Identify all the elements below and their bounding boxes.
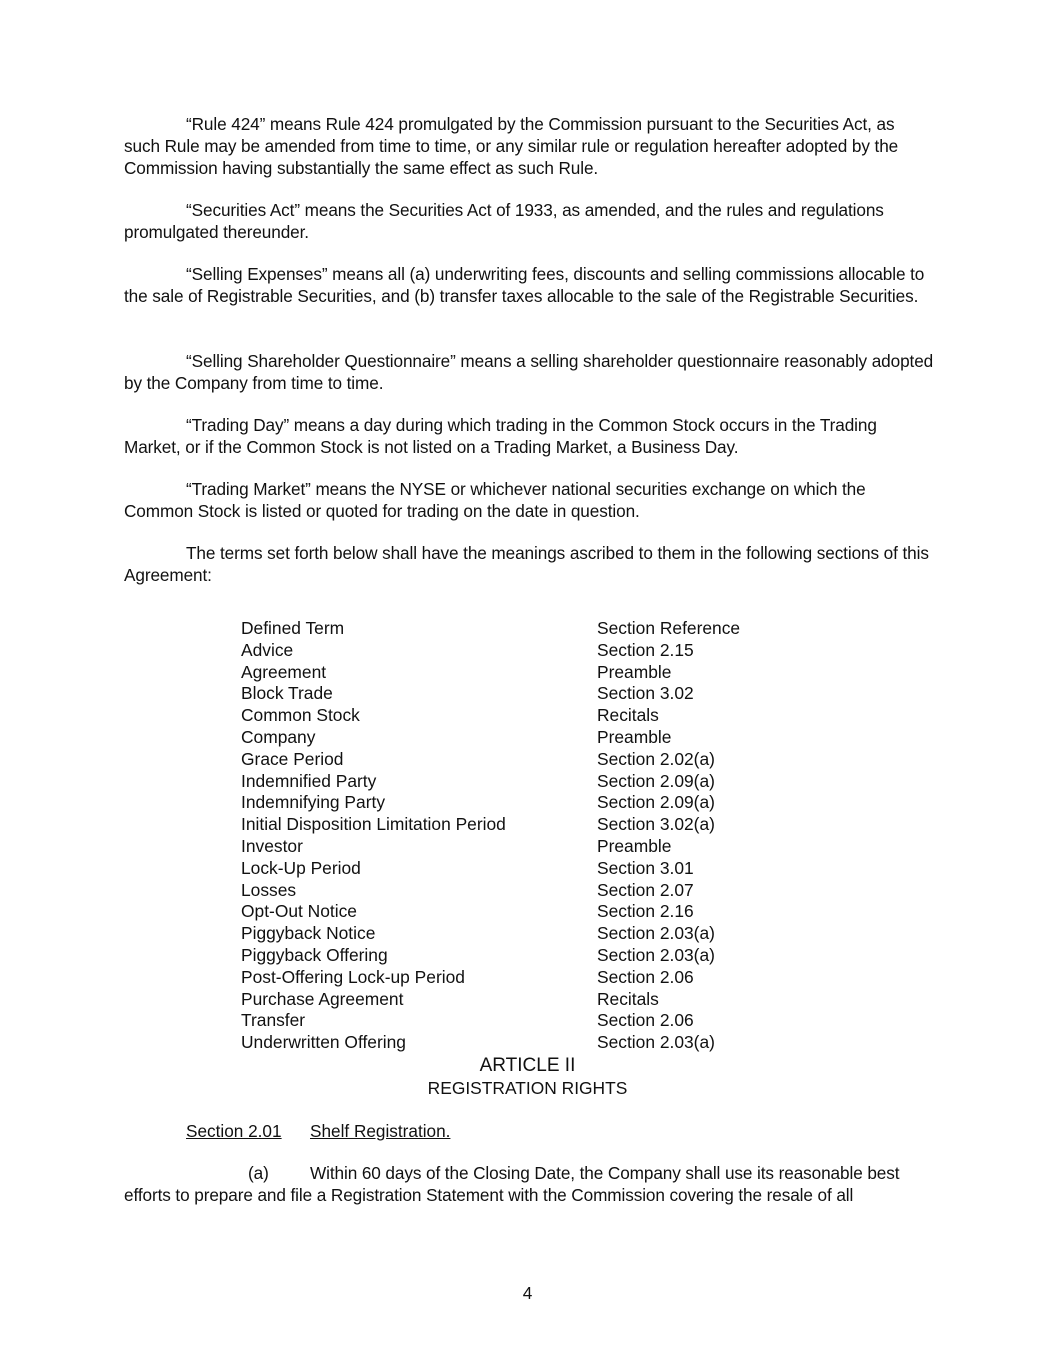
table-row [241,923,797,945]
subsection-text: Within 60 days of the Closing Date, the Company shall use its reasonable best efforts to prepare and file a Registration Statement with the Commission covering the resale of all [124,1163,900,1205]
table-row [241,1032,797,1054]
term-cell: Grace Period [241,748,344,769]
section-heading [186,1120,450,1142]
reference-cell: Section 2.09(a) [597,792,715,813]
reference-cell: Section 2.03(a) [597,1032,715,1053]
term-cell: Block Trade [241,683,333,704]
term-cell: Indemnified Party [241,770,377,791]
reference-cell: Section 2.15 [597,639,694,660]
reference-cell: Section 2.16 [597,901,694,922]
term-cell: Transfer [241,1010,306,1031]
definition-trading-market: “Trading Market” means the NYSE or whichever national securities exchange on which the Common Stock is listed or quoted for trading on the date in question. [124,479,866,521]
reference-cell: Section 3.02(a) [597,814,715,835]
term-cell: Purchase Agreement [241,988,404,1009]
table-row [241,989,797,1011]
reference-cell: Section 2.09(a) [597,770,715,791]
section-number [186,1120,310,1142]
reference-cell: Preamble [597,661,672,682]
reference-cell: Recitals [597,705,659,726]
header-section-reference: Section Reference [597,618,741,638]
definition-securities-act: “Securities Act” means the Securities Act of 1933, as amended, and the rules and regulations promulgated thereunder. [124,200,884,242]
definition-selling-expenses: “Selling Expenses” means all (a) underwriting fees, discounts and selling commissions allocable to the sale of Registrable Securities, and (b) transfer taxes allocable to the sale of the Registrable Securities. [124,264,925,306]
defined-terms-intro: The terms set forth below shall have the meanings ascribed to them in the following sections of this Agreement: [124,543,929,585]
reference-cell: Section 2.07 [597,879,694,900]
term-cell: Initial Disposition Limitation Period [241,814,506,835]
subsection-label: (a) [248,1163,269,1183]
term-cell: Investor [241,835,303,856]
reference-cell: Section 2.03(a) [597,944,715,965]
table-row [241,858,797,880]
term-cell: Lock-Up Period [241,857,361,878]
term-cell: Common Stock [241,705,360,726]
term-cell: Opt-Out Notice [241,901,357,922]
term-cell: Agreement [241,661,327,682]
reference-cell: Section 3.02 [597,683,694,704]
article-title: ARTICLE II [479,1055,576,1076]
term-cell: Advice [241,639,294,660]
table-row [241,945,797,967]
definition-trading-day: “Trading Day” means a day during which trading in the Common Stock occurs in the Trading Market, or if the Common Stock is not listed on a Trading Market, a Business Day. [124,415,877,457]
table-row [241,705,797,727]
section-title: Shelf Registration. [310,1121,451,1141]
table-row [241,727,797,749]
reference-cell: Section 2.06 [597,1010,694,1031]
table-row [241,683,797,705]
term-cell: Losses [241,879,297,900]
reference-cell: Recitals [597,988,659,1009]
term-cell: Underwritten Offering [241,1032,406,1053]
reference-cell: Section 2.06 [597,966,694,987]
table-row [241,967,797,989]
reference-cell: Preamble [597,835,672,856]
table-row [241,640,797,662]
table-row [241,749,797,771]
table-row [241,662,797,684]
table-row [241,880,797,902]
page-number: 4 [522,1283,533,1303]
term-cell: Piggyback Notice [241,923,376,944]
section-number-text: Section 2.01 [186,1121,282,1141]
defined-terms-table [241,618,797,1054]
article-subtitle: REGISTRATION RIGHTS [427,1078,628,1098]
table-row [241,771,797,793]
table-row [241,1010,797,1032]
table-row [241,814,797,836]
term-cell: Indemnifying Party [241,792,386,813]
reference-cell: Section 2.03(a) [597,923,715,944]
term-cell: Piggyback Offering [241,944,388,965]
term-cell: Post-Offering Lock-up Period [241,966,465,987]
header-defined-term: Defined Term [241,618,345,638]
definition-rule-424: “Rule 424” means Rule 424 promulgated by the Commission pursuant to the Securities Act, as such Rule may be amended from time to time, or any similar rule or regulation hereafter adopted by the Commission having substantially the same effect as such Rule. [124,114,899,178]
table-row [241,901,797,923]
table-row [241,792,797,814]
reference-cell: Section 3.01 [597,857,694,878]
definition-selling-shareholder-questionnaire: “Selling Shareholder Questionnaire” means a selling shareholder questionnaire reasonably adopted by the Company from time to time. [124,351,934,393]
reference-cell: Section 2.02(a) [597,748,715,769]
reference-cell: Preamble [597,726,672,747]
table-header-row [241,618,797,640]
term-cell: Company [241,726,316,747]
subsection-a [124,1162,934,1206]
table-row [241,836,797,858]
